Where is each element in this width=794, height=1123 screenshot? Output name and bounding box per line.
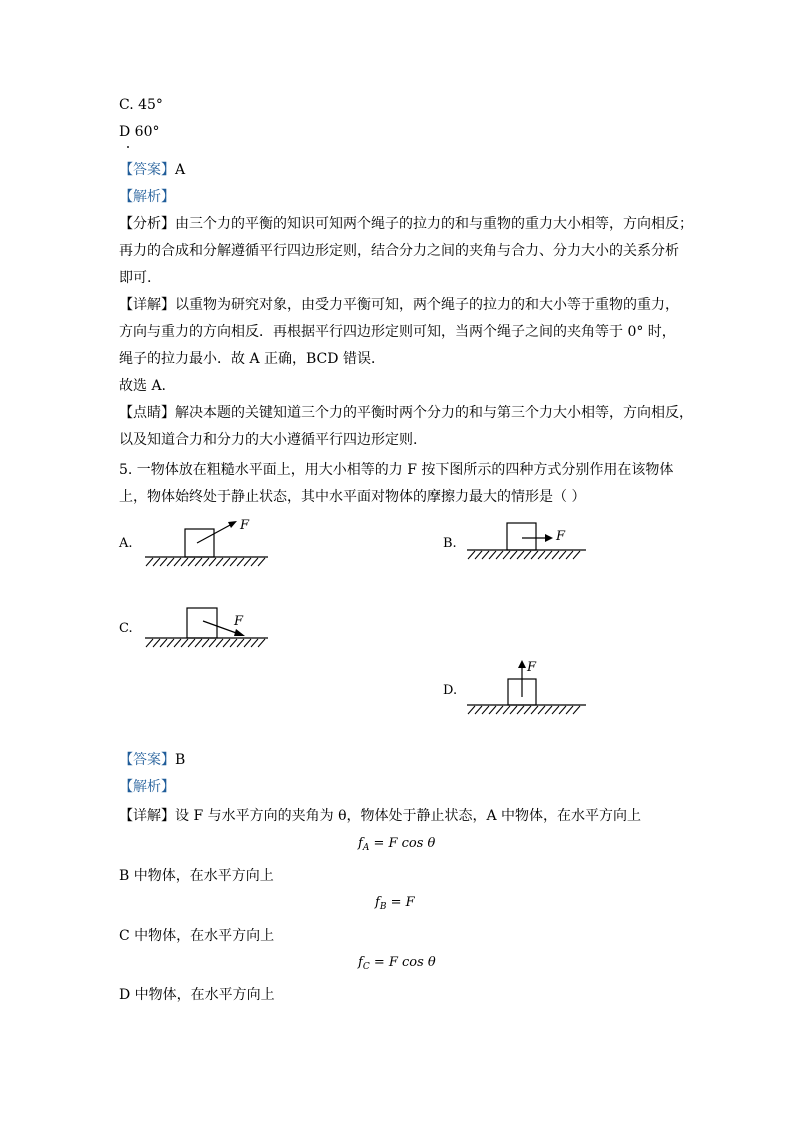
- equation-fc: [358, 955, 436, 972]
- q5-stem-line1: 5. 一物体放在粗糙水平面上，用大小相等的力 F 按下图所示的四种方式分别作用在该物体: [119, 462, 674, 478]
- q4-xiangjie-line3: 绳子的拉力最小．故 A 正确，BCD 错误．: [119, 351, 385, 367]
- q5-stem-line2: 上，物体始终处于静止状态，其中水平面对物体的摩擦力最大的情形是（ ）: [119, 489, 586, 505]
- figure-a-diagram: [140, 512, 275, 572]
- q5-xiangjie-line1: [119, 806, 641, 826]
- figure-a-label: A.: [119, 536, 133, 551]
- eq-f: f: [358, 836, 363, 851]
- q4-choose: 故选 A.: [119, 378, 167, 394]
- eq-rhs: = F cos θ: [369, 955, 436, 970]
- dianjing-tag: 【点睛】: [119, 405, 175, 421]
- force-label-d: F: [527, 660, 537, 675]
- figure-d-diagram: [462, 655, 592, 720]
- figure-d-label: D.: [443, 683, 458, 698]
- figure-c-label: C.: [119, 621, 133, 636]
- eq-sub: B: [379, 902, 387, 912]
- q4-fenxi-line1: [119, 214, 693, 234]
- q4-fenxi-line3: 即可.: [119, 270, 152, 286]
- eq-rhs: = F: [386, 895, 415, 910]
- answer-value: B: [175, 752, 186, 768]
- q5-b-text: B 中物体，在水平方向上: [119, 868, 274, 884]
- force-label-c: F: [234, 614, 244, 629]
- xiangjie-text: 设 F 与水平方向的夹角为 θ，物体处于静止状态，A 中物体，在水平方向上: [175, 808, 642, 824]
- option-c: C. 45°: [119, 97, 163, 113]
- force-label-b: F: [556, 529, 566, 544]
- figure-b-label: B.: [443, 536, 457, 551]
- answer-value: A: [175, 162, 186, 178]
- xiangjie-text: 以重物为研究对象，由受力平衡可知，两个绳子的拉力的和大小等于重物的重力，: [175, 297, 679, 313]
- q4-analysis-tag: [119, 187, 175, 207]
- eq-sub: C: [362, 962, 370, 972]
- dianjing-text: 解决本题的关键知道三个力的平衡时两个分力的和与第三个力大小相等，方向相反，: [175, 405, 693, 421]
- xiangjie-tag: 【详解】: [119, 297, 175, 313]
- fenxi-text: 由三个力的平衡的知识可知两个绳子的拉力的和与重物的重力大小相等，方向相反；: [175, 216, 693, 232]
- eq-sub: A: [362, 843, 370, 853]
- figure-b-diagram: [462, 512, 592, 572]
- xiangjie-tag: 【详解】: [119, 808, 175, 824]
- q5-c-text: C 中物体，在水平方向上: [119, 928, 275, 944]
- q4-xiangjie-line1: [119, 295, 679, 315]
- q4-dianjing-line1: [119, 403, 693, 423]
- eq-f: f: [358, 955, 363, 970]
- eq-rhs: = F cos θ: [369, 836, 436, 851]
- q4-dianjing-line2: 以及知道合力和分力的大小遵循平行四边形定则.: [119, 432, 418, 448]
- q4-xiangjie-line2: 方向与重力的方向相反．再根据平行四边形定则可知，当两个绳子之间的夹角等于 0° 时，: [119, 324, 676, 340]
- analysis-tag: 【解析】: [119, 189, 175, 205]
- eq-f: f: [375, 895, 380, 910]
- analysis-tag: 【解析】: [119, 779, 175, 795]
- answer-tag: 【答案】: [119, 162, 175, 178]
- q4-fenxi-line2: 再力的合成和分解遵循平行四边形定则，结合分力之间的夹角与合力、分力大小的关系分析: [119, 243, 679, 259]
- force-label-a: F: [240, 518, 250, 533]
- equation-fa: [358, 836, 435, 853]
- equation-fb: [375, 895, 415, 912]
- q5-d-text: D 中物体，在水平方向上: [119, 987, 275, 1003]
- stray-dot: [127, 146, 129, 148]
- answer-tag: 【答案】: [119, 752, 175, 768]
- q4-answer-line: [119, 160, 185, 180]
- q5-analysis-tag: [119, 777, 175, 797]
- option-d: D 60°: [119, 124, 160, 140]
- q5-answer-line: [119, 750, 185, 770]
- fenxi-tag: 【分析】: [119, 216, 175, 232]
- figure-c-diagram: [140, 600, 275, 660]
